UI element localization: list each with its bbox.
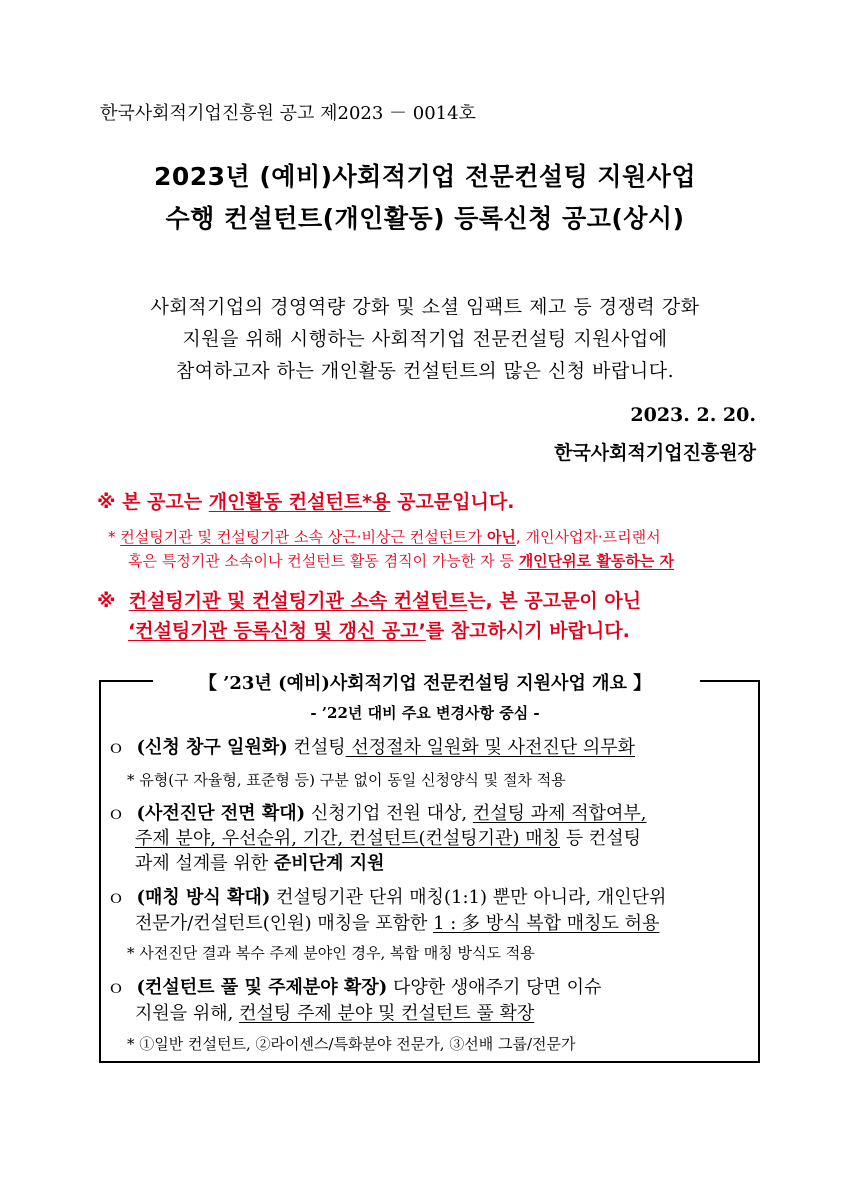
notice-individual bbox=[97, 487, 514, 514]
footnote-part-e: 개인단위로 활동하는 자 bbox=[518, 552, 675, 570]
overview-item-3-text-b: 전문가/컨설턴트(인원) 매칭을 포함한 bbox=[135, 913, 434, 934]
overview-subheading: - ’22년 대비 주요 변경사항 중심 - bbox=[310, 704, 540, 722]
notice-institution-line2 bbox=[128, 616, 630, 643]
notice-institution-line1 bbox=[97, 586, 641, 613]
overview-item-1-note: * 유형(구 자율형, 표준형 등) 구분 없이 동일 신청양식 및 절차 적용 bbox=[127, 771, 566, 789]
notice-number: 한국사회적기업진흥원 공고 제2023 － 0014호 bbox=[100, 103, 476, 124]
intro-line2: 지원을 위해 시행하는 사회적기업 전문컨설팅 지원사업에 bbox=[182, 328, 668, 350]
overview-item-4-text-b: 지원을 위해, bbox=[135, 1003, 240, 1024]
bullet-icon: ｏ bbox=[107, 977, 125, 998]
overview-heading: 【 ’23년 (예비)사회적기업 전문컨설팅 지원사업 개요 】 bbox=[198, 673, 652, 694]
bullet-icon: ｏ bbox=[107, 887, 125, 908]
overview-item-1-text-a: 컨설팅 bbox=[287, 737, 346, 758]
footnote-part-c: , 개인사업자·프리랜서 bbox=[515, 528, 661, 546]
overview-item-2-title: (사전진단 전면 확대) bbox=[136, 803, 306, 824]
overview-item-2-line3 bbox=[135, 849, 385, 875]
footnote-part-d: 혹은 특정기관 소속이나 컨설턴트 활동 겸직이 가능한 자 등 bbox=[128, 552, 519, 570]
overview-item-2-text-d: 등 컨설팅 bbox=[559, 828, 641, 849]
overview-item-4-note: * ①일반 컨설턴트, ②라이센스/특화분야 전문가, ③선배 그룹/전문가 bbox=[127, 1035, 576, 1053]
overview-item-2-line2 bbox=[135, 824, 641, 850]
overview-item-4-text-c: 컨설팅 주제 분야 및 컨설턴트 풀 확장 bbox=[239, 1003, 535, 1024]
overview-item-2-text-f: 준비단계 지원 bbox=[273, 853, 385, 874]
notice-institution-part-b: 는, 본 공고문이 아닌 bbox=[467, 590, 642, 612]
page-title-line2: 수행 컨설턴트(개인활동) 등록신청 공고(상시) bbox=[165, 204, 685, 233]
overview-item-3-line1 bbox=[107, 883, 666, 909]
overview-item-3-title: (매칭 방식 확대) bbox=[136, 887, 271, 908]
footnote-star: * bbox=[108, 528, 116, 546]
footnote-part-b: 아닌 bbox=[486, 528, 516, 546]
notice-individual-highlight: 개인활동 컨설턴트*용 bbox=[208, 491, 391, 513]
notice-individual-prefix: ※ 본 공고는 bbox=[97, 491, 209, 513]
notice-institution-part-a: 컨설팅기관 및 컨설팅기관 소속 컨설턴트 bbox=[128, 590, 468, 612]
overview-item-1-line1 bbox=[107, 733, 635, 759]
issuer-name: 한국사회적기업진흥원장 bbox=[554, 442, 756, 464]
overview-item-4-line1 bbox=[107, 973, 601, 999]
bullet-icon: ｏ bbox=[107, 803, 125, 824]
footnote-individual-line1 bbox=[108, 526, 661, 547]
overview-item-4-line2 bbox=[135, 999, 534, 1025]
overview-item-3-text-a: 컨설팅기관 단위 매칭(1:1) 뿐만 아니라, 개인단위 bbox=[270, 887, 667, 908]
footnote-part-a: 컨설팅기관 및 컨설팅기관 소속 상근·비상근 컨설턴트가 bbox=[120, 528, 487, 546]
overview-item-2-text-e: 과제 설계를 위한 bbox=[135, 853, 274, 874]
intro-line3: 참여하고자 하는 개인활동 컨설턴트의 많은 신청 바랍니다. bbox=[175, 360, 675, 382]
overview-item-2-text-c: 주제 분야, 우선순위, 기간, 컨설턴트(컨설팅기관) 매칭 bbox=[135, 828, 560, 849]
notice-institution-part-c: ‘컨설팅기관 등록신청 및 갱신 공고’ bbox=[128, 620, 426, 642]
overview-item-2-line1 bbox=[107, 799, 647, 825]
page-title-line1: 2023년 (예비)사회적기업 전문컨설팅 지원사업 bbox=[153, 162, 697, 191]
overview-item-3-line2 bbox=[135, 909, 659, 935]
overview-item-1-text-b: 선정절차 일원화 및 사전진단 의무화 bbox=[345, 737, 636, 758]
overview-item-4-text-a: 다양한 생애주기 당면 이슈 bbox=[387, 977, 602, 998]
announcement-date: 2023. 2. 20. bbox=[630, 404, 756, 426]
notice-institution-part-d: 를 참고하시기 바랍니다. bbox=[425, 620, 630, 642]
notice-individual-suffix: 공고문입니다. bbox=[390, 491, 515, 513]
notice-institution-mark: ※ bbox=[97, 590, 116, 612]
overview-item-2-text-b: 컨설팅 과제 적합여부, bbox=[472, 803, 647, 824]
intro-line1: 사회적기업의 경영역량 강화 및 소셜 임팩트 제고 등 경쟁력 강화 bbox=[150, 296, 700, 318]
overview-item-3-text-c: 1 : 多 방식 복합 매칭도 허용 bbox=[433, 913, 660, 934]
overview-item-3-note: * 사전진단 결과 복수 주제 분야인 경우, 복합 매칭 방식도 적용 bbox=[127, 944, 535, 962]
bullet-icon: ｏ bbox=[107, 737, 125, 758]
footnote-individual-line2 bbox=[128, 550, 674, 571]
overview-item-1-title: (신청 창구 일원화) bbox=[136, 737, 288, 758]
overview-item-2-text-a: 신청기업 전원 대상, bbox=[305, 803, 473, 824]
overview-item-4-title: (컨설턴트 풀 및 주제분야 확장) bbox=[136, 977, 388, 998]
